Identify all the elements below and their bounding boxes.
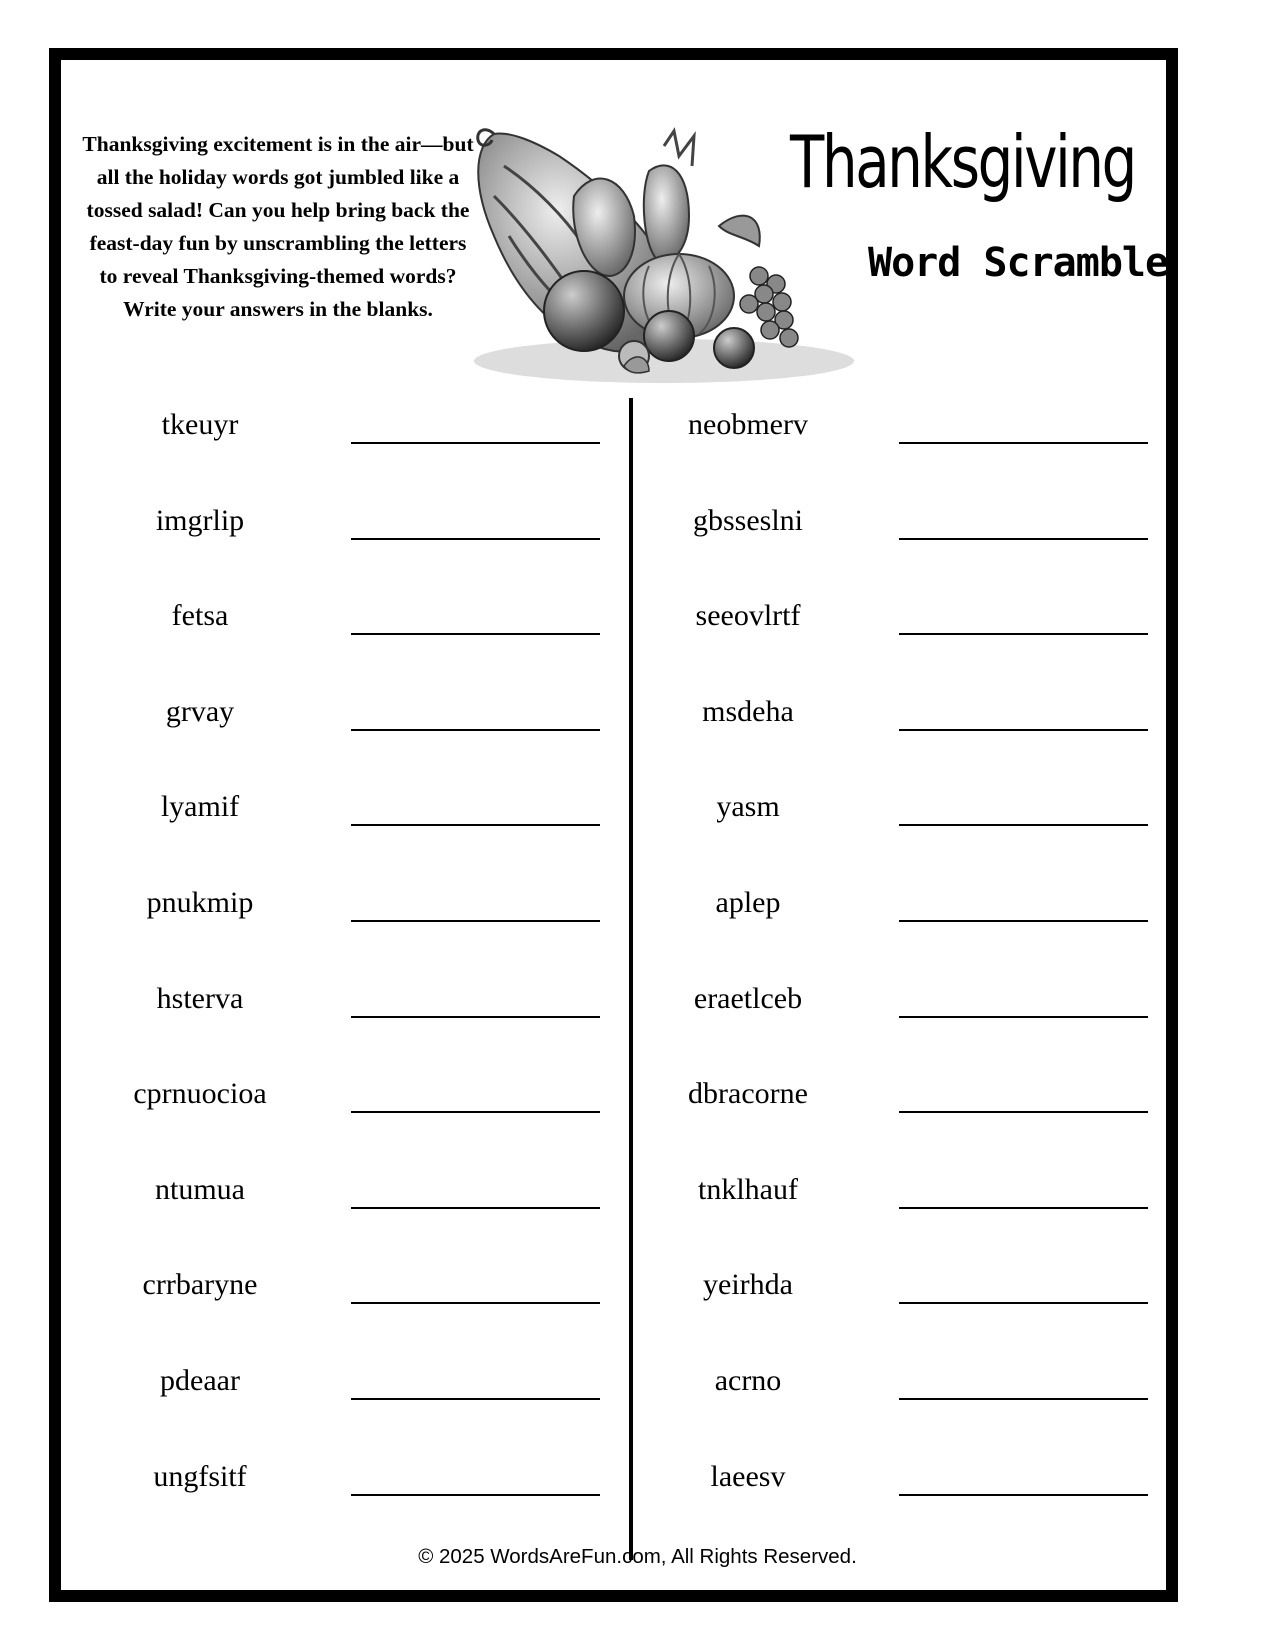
- scramble-row: [120, 1460, 640, 1556]
- left-word-column: [120, 408, 640, 1555]
- answer-blank[interactable]: [351, 442, 600, 444]
- scramble-row: [668, 599, 1188, 695]
- scramble-row: [668, 1077, 1188, 1173]
- scrambled-word: hsterva: [156, 981, 244, 1015]
- answer-blank[interactable]: [351, 1494, 600, 1496]
- scramble-row: [668, 886, 1188, 982]
- answer-blank[interactable]: [351, 1207, 600, 1209]
- scramble-row: [120, 504, 640, 600]
- scramble-row: [668, 504, 1188, 600]
- worksheet-title: Thanksgiving: [790, 120, 1135, 204]
- scrambled-word: fetsa: [171, 599, 229, 633]
- scrambled-word: yeirhda: [703, 1268, 793, 1302]
- scrambled-word: pnukmip: [146, 885, 254, 919]
- scrambled-word: msdeha: [702, 694, 794, 728]
- answer-blank[interactable]: [351, 1302, 600, 1304]
- scramble-row: [668, 408, 1188, 504]
- scrambled-word: tkeuyr: [161, 408, 239, 441]
- answer-blank[interactable]: [899, 633, 1148, 635]
- scrambled-word: grvay: [165, 694, 235, 728]
- scrambled-word: gbsseslni: [692, 503, 803, 537]
- answer-blank[interactable]: [899, 1302, 1148, 1304]
- answer-blank[interactable]: [899, 1111, 1148, 1113]
- scrambled-word: dbracorne: [688, 1077, 808, 1111]
- scramble-row: [668, 1173, 1188, 1269]
- answer-blank[interactable]: [899, 1494, 1148, 1496]
- answer-blank[interactable]: [899, 920, 1148, 922]
- scrambled-word: imgrlip: [155, 503, 245, 537]
- answer-blank[interactable]: [351, 633, 600, 635]
- answer-blank[interactable]: [899, 442, 1148, 444]
- worksheet-subtitle: Word Scramble: [868, 240, 1169, 286]
- scramble-row: [668, 1364, 1188, 1460]
- scrambled-word: yasm: [716, 790, 780, 824]
- scrambled-word: crrbaryne: [142, 1268, 258, 1302]
- scrambled-word: laeesv: [710, 1459, 786, 1493]
- answer-blank[interactable]: [351, 729, 600, 731]
- scramble-row: [120, 695, 640, 791]
- scrambled-word: seeovlrtf: [695, 599, 801, 633]
- scramble-row: [120, 886, 640, 982]
- scramble-row: [668, 695, 1188, 791]
- answer-blank[interactable]: [351, 1111, 600, 1113]
- scramble-row: [668, 790, 1188, 886]
- scramble-row: [120, 1173, 640, 1269]
- answer-blank[interactable]: [899, 1398, 1148, 1400]
- scrambled-word: eraetlceb: [693, 981, 803, 1015]
- scramble-row: [668, 1460, 1188, 1556]
- answer-blank[interactable]: [351, 824, 600, 826]
- answer-blank[interactable]: [351, 1398, 600, 1400]
- answer-blank[interactable]: [899, 1016, 1148, 1018]
- scramble-row: [120, 1077, 640, 1173]
- right-word-column: [668, 408, 1188, 1555]
- scrambled-word: ungfsitf: [153, 1459, 247, 1493]
- scramble-row: [120, 599, 640, 695]
- copyright-footer: © 2025 WordsAreFun.com, All Rights Reserved.: [418, 1545, 857, 1568]
- scrambled-word: cprnuocioa: [133, 1077, 267, 1111]
- scramble-row: [668, 982, 1188, 1078]
- answer-blank[interactable]: [899, 824, 1148, 826]
- scramble-row: [120, 1364, 640, 1460]
- scrambled-word: tnklhauf: [698, 1172, 798, 1206]
- answer-blank[interactable]: [899, 1207, 1148, 1209]
- scramble-row: [120, 982, 640, 1078]
- scramble-row: [120, 1268, 640, 1364]
- answer-blank[interactable]: [899, 538, 1148, 540]
- scrambled-word: lyamif: [160, 790, 240, 824]
- scrambled-word: aplep: [715, 885, 781, 919]
- scrambled-word: pdeaar: [160, 1363, 240, 1397]
- scrambled-word: ntumua: [155, 1172, 245, 1206]
- answer-blank[interactable]: [351, 1016, 600, 1018]
- scramble-row: [120, 408, 640, 504]
- instructions-text: Thanksgiving excitement is in the air—but all the holiday words got jumbled like a tossed salad! Can you help bring back the feast-day fun by unscrambling the letters to reveal Thanksgiving-themed words? Write your answers in the blanks.: [82, 132, 474, 321]
- scramble-row: [668, 1268, 1188, 1364]
- scramble-row: [120, 790, 640, 886]
- answer-blank[interactable]: [351, 538, 600, 540]
- scrambled-word: neobmerv: [688, 408, 808, 441]
- scrambled-word: acrno: [714, 1363, 782, 1397]
- answer-blank[interactable]: [351, 920, 600, 922]
- answer-blank[interactable]: [899, 729, 1148, 731]
